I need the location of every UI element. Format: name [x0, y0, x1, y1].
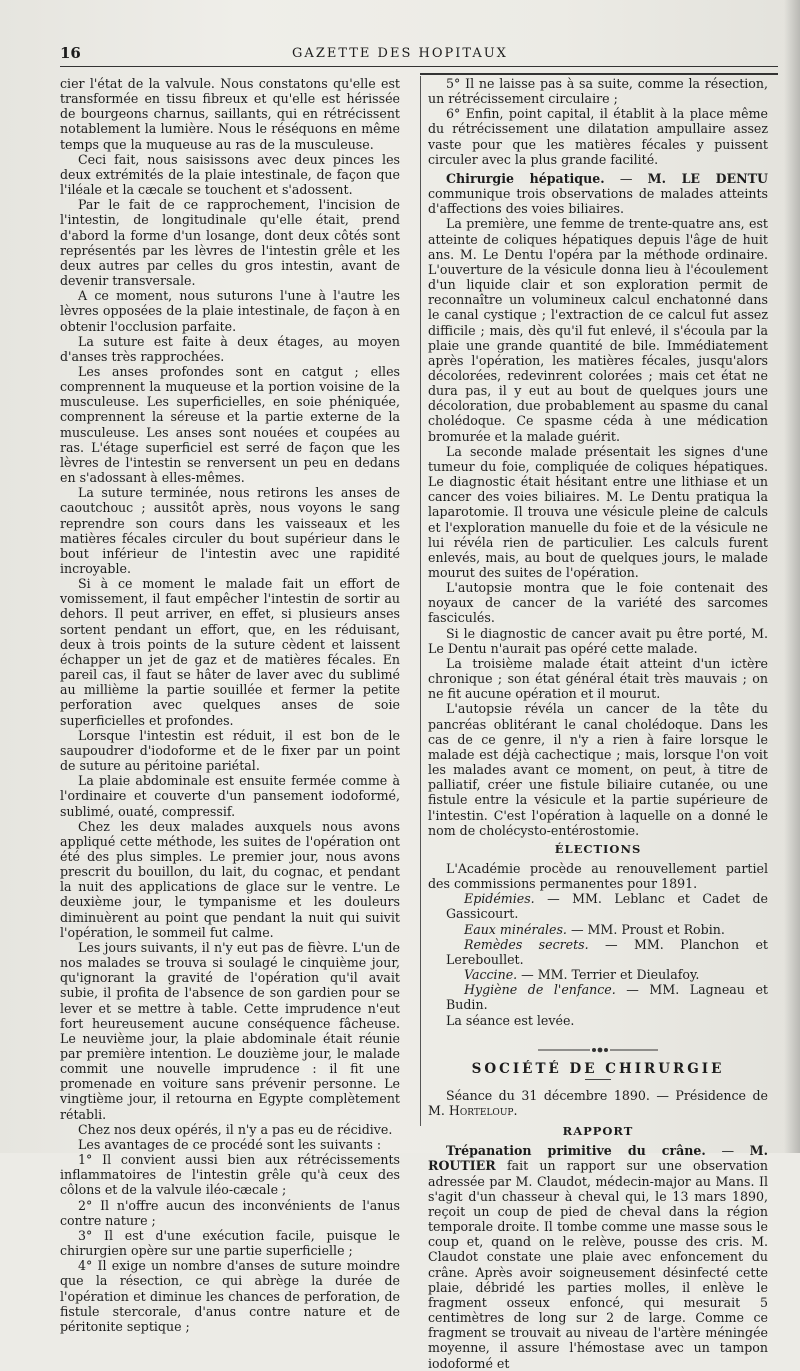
elections-heading: ÉLECTIONS — [554, 841, 642, 856]
list-item: 2° Il n'offre aucun des inconvénients de l'anus contre nature ; — [60, 1197, 400, 1228]
list-item: 6° Enfin, point capital, il établit à la place même du rétrécissement une dilatation ampullaire assez vaste pour que les matières fécales y puissent circuler avec la plus grande facilité. — [428, 106, 768, 167]
paragraph: La suture terminée, nous retirons les anses de caoutchouc ; aussitôt après, nous voyons le sang reprendre son cours dans les vaisseaux et les matières fécales circuler du bout supérieur dans le bout inférieur de l'intestin avec une rapidité incroyable. — [60, 485, 400, 576]
commission-members: — MM. Leblanc et Cadet de Gassicourt. — [446, 891, 768, 922]
commission-label: Epidémies. — [464, 891, 535, 907]
list-item: 4° Il exige un nombre d'anses de suture moindre que la résection, ce qui abrège la durée de l'opération et diminue les chances de perforation, de fistule stercorale, d'anus contre nature et de péritonite septique ; — [60, 1258, 400, 1334]
paragraph: Ceci fait, nous saisissons avec deux pinces les deux extrémités de la plaie intestinale, de façon que l'iléale et la cæcale se touchent et s'adossent. — [60, 151, 400, 198]
right-column — [428, 76, 768, 1371]
list-item: 3° Il est d'une exécution facile, puisque le chirurgien opère sur une partie superficielle ; — [60, 1227, 400, 1259]
page-number: 16 — [60, 44, 81, 62]
paragraph: La première, une femme de trente-quatre ans, est atteinte de coliques hépatiques depuis l'âge de huit ans. M. Le Dentu l'opéra par la méthode ordinaire. L'ouverture de la vésicule donna lieu à l'écoulement d'un liquide clair et son exploration permit de reconnaître un volumineux calcul enchatonné dans le canal cystique ; l'extraction de ce calcul fut assez difficile ; mais, dès qu'il fut enlevé, il s'écoula par la plaie une grande quantité de bile. Immédiatement après l'opération, les matières fécales, jusqu'alors décolorées, redevinrent colorées ; mais cet état ne dura pas, il y eut au bout de quelques jours une décoloration, due probablement au spasme du canal cholédoque. Ce spasme céda à une médication bromurée et la malade guérit. — [428, 216, 768, 444]
dash: — — [604, 170, 648, 186]
commission-item — [428, 937, 768, 967]
running-title: GAZETTE DES HOPITAUX — [292, 46, 508, 61]
commission-label: Remèdes secrets. — [464, 936, 589, 952]
commission-members: — MM. Proust et Robin. — [566, 921, 725, 937]
commission-members: — MM. Planchon et Lereboullet. — [446, 936, 768, 967]
paragraph: Si le diagnostic de cancer avait pu être porté, M. Le Dentu n'aurait pas opéré cette malade. — [428, 625, 768, 656]
section-lead: Chirurgie hépatique. — [446, 170, 605, 186]
author-name: M. ROUTIER — [428, 1143, 768, 1174]
paragraph: cier l'état de la valvule. Nous constatons qu'elle est transformée en tissu fibreux et qu'elle est hérissée de bourgeons charnus, saillants, qui en rétrécissent notablement la lumière. Nous le réséquons en même temps que la muqueuse au ras de la musculeuse. — [60, 76, 400, 152]
lead-text: communique trois observations de malades atteints d'affections des voies biliaires. — [428, 186, 768, 217]
paragraph: L'Académie procède au renouvellement partiel des commissions permanentes pour 1891. — [428, 860, 768, 892]
header-rule — [60, 66, 778, 67]
lead-text: fait un rapport sur une observation adressée par M. Claudot, médecin-major au Mans. Il s'agit d'un chasseur à cheval qui, le 13 mars 1890, reçoit un coup de pied de cheval dans la région temporale droite. Il tombe comme une masse sous le coup et, quand on le relève, pousse des cris. M. Claudot constate une plaie avec enfoncement du crâne. Après avoir soigneusement désinfecté cette plaie, débridé les parties molles, il enlève le fragment osseux enfoncé, qui mesurait 5 centimètres de long sur 2 de large. Comme ce fragment se trouvait au niveau de l'artère méningée moyenne, il assure l'hémostase avec un tampon iodoformé et — [428, 1158, 768, 1371]
commission-item — [428, 982, 768, 1012]
left-column — [60, 76, 400, 1334]
paragraph: L'autopsie révéla un cancer de la tête du pancréas oblitérant le canal cholédoque. Dans les cas de ce genre, il n'y a rien à faire lorsque le malade est déjà cachectique ; mais, lorsque l'on voit les malades avant ce moment, on peut, à titre de palliatif, créer une fistule biliaire cutanée, ou une fistule entre la vésicule et la partie supérieure de l'intestin. C'est l'opération à laquelle on a donné le nom de cholécysto-entérostomie. — [428, 701, 768, 838]
paragraph: A ce moment, nous suturons l'une à l'autre les lèvres opposées de la plaie intestinale, de façon à en obtenir l'occlusion parfaite. — [60, 288, 400, 334]
paragraph: Les jours suivants, il n'y eut pas de fièvre. L'un de nos malades se trouva si soulagé le cinquième jour, qu'ignorant la gravité de l'opération qu'il avait subie, il profita de l'absence de son gardien pour se lever et se mettre à table. Cette imprudence n'eut fort heureusement aucune conséquence fâcheuse. Le neuvième jour, la plaie abdominale était réunie par première intention. Le douzième jour, le malade commit une nouvelle imprudence : il fit une promenade en voiture sans prévenir personne. Le vingtième jour, il retourna en Egypte complètement rétabli. — [60, 939, 400, 1122]
commission-item — [428, 967, 768, 982]
ornament-divider — [538, 1046, 658, 1054]
societe-heading: SOCIÉTÉ DE CHIRURGIE — [471, 1060, 725, 1077]
page-edge-shadow — [784, 0, 800, 1153]
session-line — [428, 1088, 768, 1118]
dash: — — [705, 1143, 750, 1159]
paragraph: L'autopsie montra que le foie contenait des noyaux de cancer de la variété des sarcomes fasciculés. — [428, 580, 768, 626]
commission-item — [428, 922, 768, 937]
trepanation-paragraph — [428, 1143, 768, 1370]
paragraph: Les avantages de ce procédé sont les suivants : — [78, 1136, 382, 1152]
section-lead: Trépanation primitive du crâne. — [446, 1143, 706, 1159]
president-name: Horteloup — [448, 1103, 514, 1118]
paragraph: La séance est levée. — [446, 1012, 575, 1028]
header-thick-rule — [420, 73, 778, 75]
session-end: . — [513, 1103, 518, 1118]
chirurgie-hepatique-intro — [428, 171, 768, 216]
commission-item — [428, 891, 768, 921]
author-name: M. LE DENTU — [647, 170, 768, 186]
rapport-heading: RAPPORT — [562, 1124, 634, 1139]
commission-label: Eaux minérales. — [464, 921, 567, 937]
list-item: 5° Il ne laisse pas à sa suite, comme la résection, un rétrécissement circulaire ; — [428, 76, 768, 107]
paragraph: Chez les deux malades auxquels nous avons appliqué cette méthode, les suites de l'opération ont été des plus simples. Le premier jour, nous avons prescrit du bouillon, du lait, du cognac, et pendant la nuit des applications de glace sur le ventre. Le deuxième jour, le tympanisme et les douleurs diminuèrent au point que pendant la nuit qui suivit l'opération, le sommeil fut calme. — [60, 818, 400, 940]
paragraph: Si à ce moment le malade fait un effort de vomissement, il faut empêcher l'intestin de sortir au dehors. Il peut arriver, en effet, si plusieurs anses sortent pendant un effort, que, en les réduisant, deux à trois points de la suture cèdent et laissent échapper un jet de gaz et de matières fécales. En pareil cas, il faut se hâter de laver avec du sublimé au millième la partie souillée et fermer la petite perforation avec quelques anses de soie superficielles et profondes. — [60, 576, 400, 728]
short-rule — [585, 1079, 611, 1080]
commission-label: Vaccine. — [464, 967, 518, 983]
commission-members: — MM. Terrier et Dieulafoy. — [517, 967, 700, 983]
commission-label: Hygiène de l'enfance. — [464, 982, 616, 998]
paragraph: Lorsque l'intestin est réduit, il est bon de le saupoudrer d'iodoforme et de le fixer par un point de suture au péritoine pariétal. — [60, 727, 400, 774]
paragraph: La plaie abdominale est ensuite fermée comme à l'ordinaire et couverte d'un pansement iodoformé, sublimé, ouaté, compressif. — [60, 773, 400, 819]
paragraph: Par le fait de ce rapprochement, l'incision de l'intestin, de longitudinale qu'elle était, prend d'abord la forme d'un losange, dont deux côtés sont représentés par les lèvres de l'intestin grêle et les deux autres par celles du gros intestin, avant de devenir transversale. — [60, 197, 400, 289]
commission-members: — MM. Lagneau et Budin. — [446, 982, 768, 1013]
paragraph: La seconde malade présentait les signes d'une tumeur du foie, compliquée de coliques hépatiques. Le diagnostic était hésitant entre une lithiase et un cancer des voies biliaires. M. Le Dentu pratiqua la laparotomie. Il trouva une vésicule pleine de calculs et l'exploration manuelle du foie et de la vésicule ne lui révéla rien de particulier. Les calculs furent enlevés, mais, au bout de quelques jours, le malade mourut des suites de l'opération. — [428, 443, 768, 580]
column-divider — [420, 76, 421, 1126]
list-item: 1° Il convient aussi bien aux rétrécissements inflammatoires de l'intestin grêle qu'à ceux des côlons et de la valvule iléo-cæcale ; — [60, 1152, 400, 1198]
session-text: Séance du 31 décembre 1890. — Présidence de M. — [428, 1087, 768, 1118]
paragraph: La suture est faite à deux étages, au moyen d'anses très rapprochées. — [60, 333, 400, 364]
paragraph: La troisième malade était atteint d'un ictère chronique ; son état général était très mauvais ; on ne fit aucune opération et il mourut. — [428, 655, 768, 702]
paragraph: Chez nos deux opérés, il n'y a pas eu de récidive. — [78, 1121, 393, 1137]
paragraph: Les anses profondes sont en catgut ; elles comprennent la muqueuse et la portion voisine de la musculeuse. Les superficielles, en soie phéniquée, comprennent la séreuse et la partie externe de la musculeuse. Les anses sont nouées et coupées au ras. L'étage superficiel est serré de façon que les lèvres de l'intestin se renversent un peu en dedans en s'adossant à elles-mêmes. — [60, 363, 400, 486]
